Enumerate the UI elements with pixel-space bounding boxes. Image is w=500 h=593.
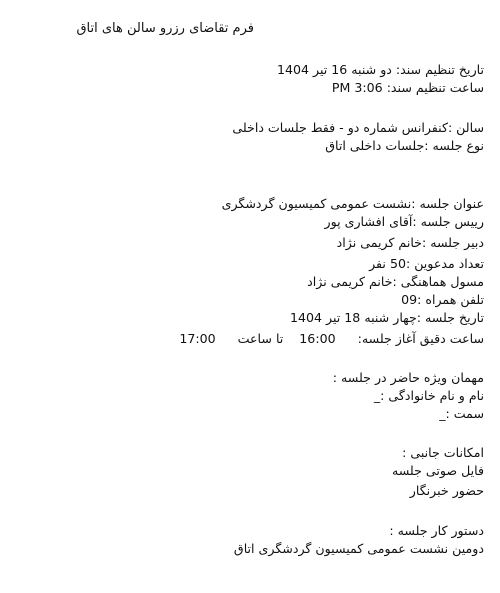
agenda-heading: دستور کار جلسه : (389, 523, 484, 538)
special-guests-heading: مهمان ویژه حاضر در جلسه : (332, 370, 484, 385)
facility-audio-file: فایل صوتی جلسه (391, 463, 484, 478)
coordinator: مسول هماهنگی :خانم کریمی نژاد (307, 274, 484, 289)
facility-reporter: حضور خبرنگار (409, 483, 484, 498)
meeting-time-row (173, 330, 484, 348)
guest-name: نام و نام خانوادگی :_ (373, 388, 484, 403)
until-label: تا ساعت (237, 331, 284, 346)
guest-position: سمت :_ (439, 406, 484, 421)
meeting-subject: عنوان جلسه :نشست عمومی کمیسیون گردشگری (221, 196, 484, 211)
invitee-count: تعداد مدعوین :50 نفر (369, 256, 484, 271)
side-facilities-heading: امکانات جانبی : (402, 445, 484, 460)
form-title: فرم تقاضای رزرو سالن های اتاق (76, 21, 254, 36)
document-time: ساعت تنظیم سند: 3:06 PM (331, 80, 484, 95)
meeting-chair: رییس جلسه :آقای افشاری پور (324, 214, 484, 229)
meeting-secretary: دبیر جلسه :خانم کریمی نژاد (336, 235, 484, 250)
hall-name: سالن :کنفرانس شماره دو - فقط جلسات داخلی (232, 120, 484, 135)
meeting-type: نوع جلسه :جلسات داخلی اتاق (325, 138, 484, 153)
end-time-value: 17:00 (179, 331, 216, 346)
meeting-date: تاریخ جلسه :چهار شنبه 18 تیر 1404 (289, 310, 484, 325)
start-time-value: 16:00 (299, 331, 336, 346)
mobile-phone: تلفن همراه :09 (401, 292, 484, 307)
agenda-item: دومین نشست عمومی کمیسیون گردشگری اتاق (233, 541, 484, 556)
start-time-label: ساعت دقیق آغاز جلسه: (357, 331, 484, 346)
document-date: تاریخ تنظیم سند: دو شنبه 16 تیر 1404 (276, 62, 484, 77)
